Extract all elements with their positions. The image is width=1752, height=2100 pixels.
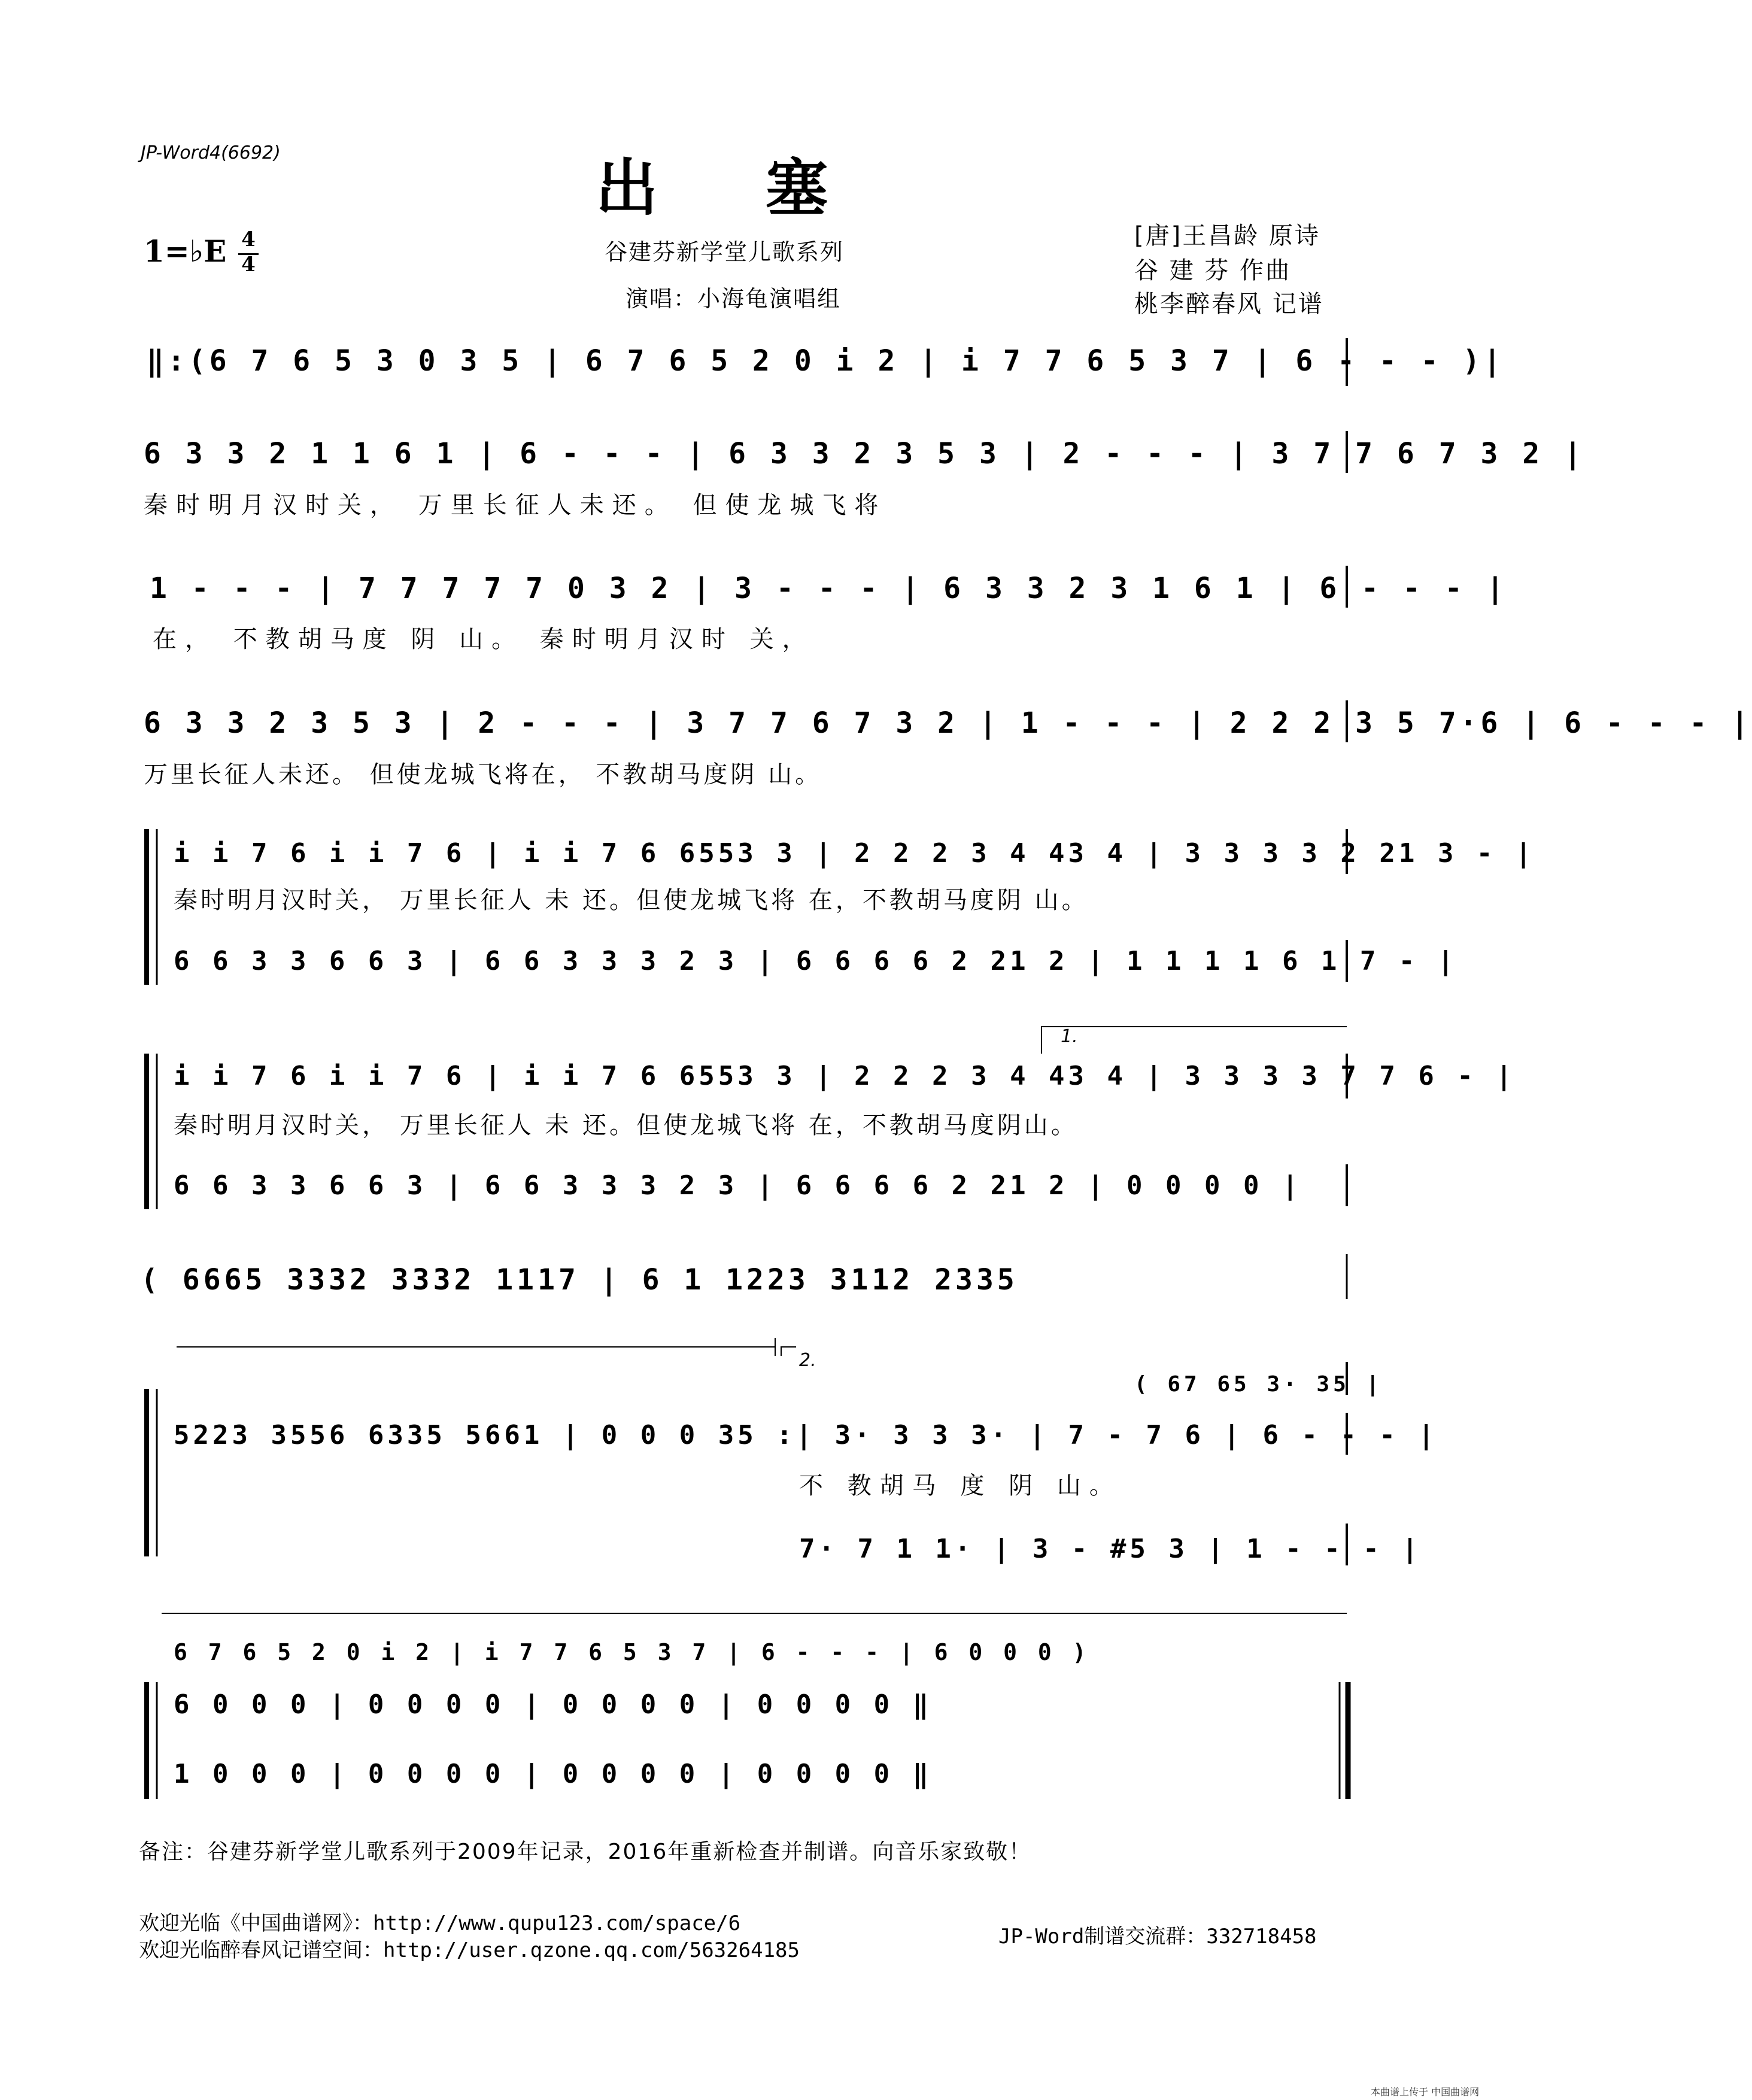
system1-lyrics: 秦时明月汉时关， 万里长征人 未 还。但使龙城飞将 在，不教胡马度阴 山。 <box>174 887 1089 914</box>
credit-composer: 谷 建 芬 作曲 <box>1134 257 1292 284</box>
coda-top: 6 7 6 5 2 0 i 2 | i 7 7 6 5 3 7 | 6 - - - | 6 0 0 0 ) <box>174 1639 1090 1665</box>
meter-top: 4 <box>241 227 256 251</box>
song-title: 出塞 <box>596 151 936 224</box>
lyrics-line-3: 在， 不教胡马度 阴 山。 秦时明月汉时 关， <box>153 626 815 653</box>
system1-lower: 6 6 3 3 6 6 3 | 6 6 3 3 3 2 3 | 6 6 6 6 2 21 2 | 1 1 1 1 6 1 7 - | <box>174 946 1458 976</box>
system3-upper: 5223 3556 6335 5661 | 0 0 0 35 :| 3· 3 3 3· | 7 - 7 6 | 6 - - - | <box>174 1420 1438 1450</box>
score-line-1: ‖:(6 7 6 5 3 0 3 5 | 6 7 6 5 2 0 i 2 | i 7 7 6 5 3 7 | 6 - - - )| <box>147 344 1505 378</box>
volta-1-bracket <box>1042 1027 1347 1054</box>
footer-link-qupu[interactable]: 欢迎光临《中国曲谱网》：http://www.qupu123.com/space/6 <box>139 1911 741 1935</box>
lyrics-line-4: 万里长征人未还。 但使龙城飞将在， 不教胡马度阴 山。 <box>144 761 822 788</box>
meter-bottom: 4 <box>241 253 256 277</box>
software-label: JP-Word4(6692) <box>141 142 281 163</box>
system2-upper: i i 7 6 i i 7 6 | i i 7 6 6553 3 | 2 2 2 3 4 43 4 | 3 3 3 3 7 7 6 - | <box>174 1061 1516 1091</box>
footer-link-qzone[interactable]: 欢迎光临醉春风记谱空间：http://user.qzone.qq.com/563264185 <box>139 1938 800 1962</box>
coda-middle: 6 0 0 0 | 0 0 0 0 | 0 0 0 0 | 0 0 0 0 ‖ <box>174 1689 933 1720</box>
system1-upper: i i 7 6 i i 7 6 | i i 7 6 6553 3 | 2 2 2 3 4 43 4 | 3 3 3 3 2 21 3 - | <box>174 838 1535 869</box>
performer: 演唱：小海龟演唱组 <box>626 286 842 312</box>
interlude-line: ( 6665 3332 3332 1117 | 6 1 1223 3112 2335 <box>141 1263 1018 1297</box>
coda-lower: 1 0 0 0 | 0 0 0 0 | 0 0 0 0 | 0 0 0 0 ‖ <box>174 1759 933 1789</box>
watermark: 本曲谱上传于 中国曲谱网 <box>1371 2086 1480 2098</box>
footer-group: JP-Word制谱交流群：332718458 <box>998 1925 1317 1949</box>
key-signature: 1=♭E <box>144 233 227 269</box>
system2-lyrics: 秦时明月汉时关， 万里长征人 未 还。但使龙城飞将 在，不教胡马度阴山。 <box>174 1112 1078 1139</box>
footer-note: 备注：谷建芬新学堂儿歌系列于2009年记录，2016年重新检查并制谱。向音乐家致敬！ <box>139 1840 1032 1864</box>
series-name: 谷建芬新学堂儿歌系列 <box>605 239 845 265</box>
system3-lyrics: 不 教胡马 度 阴 山。 <box>799 1472 1122 1500</box>
lyrics-line-2: 秦时明月汉时关， 万里长征人未还。 但使龙城飞将 <box>144 491 887 519</box>
system2-lower: 6 6 3 3 6 6 3 | 6 6 3 3 3 2 3 | 6 6 6 6 2 21 2 | 0 0 0 0 | <box>174 1170 1302 1201</box>
score-line-2: 6 3 3 2 1 1 6 1 | 6 - - - | 6 3 3 2 3 5 3 | 2 - - - | 3 7 7 6 7 3 2 | <box>144 437 1585 471</box>
credit-transcriber: 桃李醉春风 记谱 <box>1134 290 1324 318</box>
volta-2-bracket <box>781 1347 796 1356</box>
system3-lower: 7· 7 1 1· | 3 - #5 3 | 1 - - - | <box>799 1534 1422 1564</box>
volta-2-label: 2. <box>799 1350 816 1371</box>
pickup-measure: ( 67 65 3· 35 | <box>1134 1372 1383 1397</box>
score-line-4: 6 3 3 2 3 5 3 | 2 - - - | 3 7 7 6 7 3 2 | 1 - - - | 2 2 2 3 5 7·6 | 6 - - - | <box>144 706 1752 740</box>
volta-1-label: 1. <box>1061 1026 1078 1047</box>
score-line-3: 1 - - - | 7 7 7 7 7 0 3 2 | 3 - - - | 6 3 3 2 3 1 6 1 | 6 - - - | <box>150 572 1508 605</box>
credit-poet: [唐]王昌龄 原诗 <box>1134 222 1320 250</box>
